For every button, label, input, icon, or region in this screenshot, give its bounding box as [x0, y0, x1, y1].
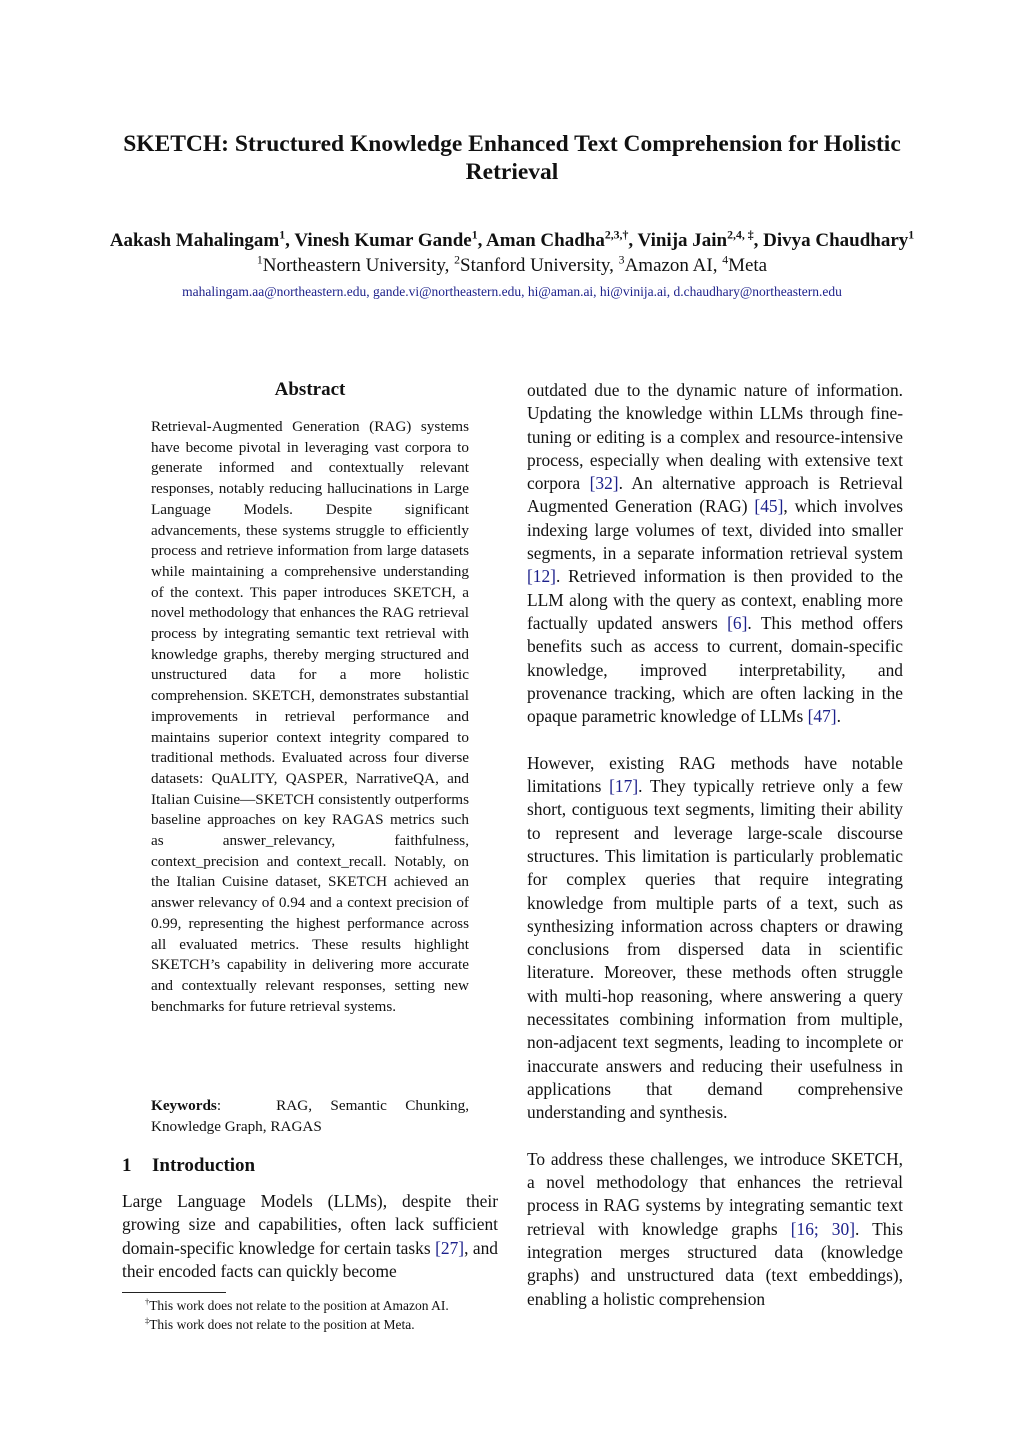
affiliation: Stanford University: [460, 255, 610, 276]
affil-mark: 3: [618, 253, 625, 267]
author-affil-mark: 2,4, ‡: [727, 228, 754, 242]
footnote-rule: [122, 1292, 226, 1293]
citation-link[interactable]: [6]: [727, 612, 748, 633]
section-title: Introduction: [152, 1155, 256, 1176]
affil-mark: 4: [722, 253, 729, 267]
body-text: However, existing RAG methods have notable limitations: [527, 752, 903, 797]
footnote-text: This work does not relate to the position at Amazon AI.: [149, 1298, 449, 1313]
body-text: . This method offers benefits such as access to current, domain-specific knowledge, improved interpretability, and provenance tracking, which are often lacking in the opaque parametric knowledge of LLMs: [527, 612, 903, 727]
right-column-text: [527, 379, 903, 1334]
footnote-text: This work does not relate to the position at Meta.: [149, 1317, 415, 1332]
citation-link[interactable]: [32]: [589, 473, 619, 494]
footnote: [145, 1296, 505, 1315]
section-number: 1: [122, 1155, 132, 1176]
author-name: Aakash Mahalingam: [109, 230, 280, 251]
citation-link[interactable]: [45]: [754, 496, 784, 517]
citation-link[interactable]: [27]: [435, 1237, 465, 1258]
footnotes: [145, 1296, 505, 1334]
citation-link[interactable]: [47]: [807, 706, 837, 727]
author-affil-mark: 2,3,†: [604, 228, 629, 242]
body-text: To address these challenges, we introduce SKETCH, a novel methodology that enhances the retrieval process in RAG systems by integrating semantic text retrieval with knowledge graphs: [527, 1148, 903, 1239]
keywords-text: RAG, Semantic Chunking, Knowledge Graph, RAGAS: [151, 1097, 469, 1135]
author-affil-mark: 1: [471, 228, 478, 242]
affiliation-list: $^1$Northeastern University, $^2$Stanford University, $^3$Amazon AI, $^4$Meta: [256, 253, 768, 276]
body-paragraph: [527, 379, 903, 728]
author-name: Aman Chadha: [486, 230, 605, 251]
abstract-text: Retrieval-Augmented Generation (RAG) systems have become pivotal in leveraging vast corpora to generate informed and contextually relevant responses, notably reducing hallucinations in Large Language Models. Despite significant advancements, these systems struggle to efficiently process and retrieve information from large datasets while maintaining a comprehensive understanding of the context. This paper introduces SKETCH, a novel methodology that enhances the RAG retrieval process by integrating semantic text retrieval with knowledge graphs, thereby merging structured and unstructured data for a more holistic comprehension. SKETCH, demonstrates substantial improvements in retrieval performance and maintains superior context integrity compared to traditional methods. Evaluated across four diverse datasets: QuALITY, QASPER, NarrativeQA, and Italian Cuisine—SKETCH consistently outperforms baseline approaches on key RAGAS metrics such as answer_relevancy, faithfulness, context_precision and context_recall. Notably, on the Italian Cuisine dataset, SKETCH achieved an answer relevancy of 0.94 and a context precision of 0.99, representing the highest performance across all evaluated metrics. These results highlight SKETCH’s capability in delivering more accurate and contextually relevant responses, setting new benchmarks for future retrieval systems.: [151, 418, 469, 1015]
citation-link[interactable]: [16; 30]: [790, 1218, 855, 1239]
abstract-heading: Abstract: [274, 379, 346, 400]
footnote-mark: ‡: [145, 1316, 150, 1326]
body-text: . Retrieved information is then provided to the LLM along with the query as context, enabling more factually updated answers: [527, 566, 903, 633]
affiliation: Meta: [728, 255, 768, 276]
keywords: Keywords: RAG, Semantic Chunking, Knowledge Graph, RAGAS: [151, 1097, 469, 1135]
introduction-paragraph: [122, 1190, 498, 1283]
body-text: , which involves indexing large volumes of text, divided into smaller segments, in a separate information retrieval system: [527, 496, 903, 564]
affiliation: Amazon AI: [624, 255, 713, 276]
author-list: Aakash Mahalingam$^1$, Vinesh Kumar Gande$^1$, Aman Chadha$^{2,3,\dagger}$, Vinija Jain$^{2,4, \ddagger}$, Divya Chaudhary$^1$: [109, 228, 915, 251]
affil-mark: 2: [454, 253, 460, 267]
author-affil-mark: 1: [908, 228, 915, 242]
affiliation: Northeastern University: [262, 255, 445, 276]
footnote-mark: †: [145, 1297, 150, 1307]
keywords-label: Keywords: [151, 1097, 217, 1114]
body-text: . They typically retrieve only a few short, contiguous text segments, limiting their ability to represent and leverage large-scale discourse structures. This limitation is particularly problematic for complex queries that require integrating knowledge from multiple parts of a text, such as synthesizing information across chapters or drawing conclusions from dispersed data in scientific literature. Moreover, these methods often struggle with multi-hop reasoning, where answering a query necessitates combining information from multiple, non-adjacent text segments, leading to incomplete or inaccurate answers and reducing their usefulness in applications that demand comprehensive understanding and synthesis.: [527, 776, 903, 1123]
body-text: . This integration merges structured data (knowledge graphs) and unstructured data (text embeddings), enabling a holistic comprehension: [527, 1218, 903, 1309]
section-heading-introduction: [122, 1153, 498, 1179]
body-paragraph: [527, 752, 903, 1125]
author-emails[interactable]: mahalingam.aa@northeastern.edu, gande.vi@northeastern.edu, hi@aman.ai, hi@vinija.ai, d.chaudhary@northeastern.edu: [182, 284, 842, 299]
author-name: Vinija Jain: [637, 230, 728, 251]
body-paragraph: [527, 1148, 903, 1311]
paper-title: SKETCH: Structured Knowledge Enhanced Text Comprehension for Holistic Retrieval: [123, 131, 901, 185]
body-text: .: [836, 706, 841, 727]
body-text: . An alternative approach is Retrieval Augmented Generation (RAG): [527, 473, 903, 517]
intro-text: Large Language Models (LLMs), despite their growing size and capabilities, often lack sufficient domain-specific knowledge for certain tasks: [122, 1191, 498, 1258]
citation-link[interactable]: [17]: [609, 776, 639, 797]
citation-link[interactable]: [12]: [527, 566, 556, 587]
intro-text: , and their encoded facts can quickly become: [122, 1237, 498, 1281]
body-text: outdated due to the dynamic nature of information. Updating the knowledge within LLMs through fine-tuning or editing is a complex and resource-intensive process, especially when dealing with extensive text corpora: [527, 380, 903, 494]
author-name: Divya Chaudhary: [763, 230, 909, 251]
author-name: Vinesh Kumar Gande: [294, 230, 472, 251]
author-affil-mark: 1: [279, 228, 286, 242]
affil-mark: 1: [256, 253, 263, 267]
footnote: [145, 1315, 505, 1334]
